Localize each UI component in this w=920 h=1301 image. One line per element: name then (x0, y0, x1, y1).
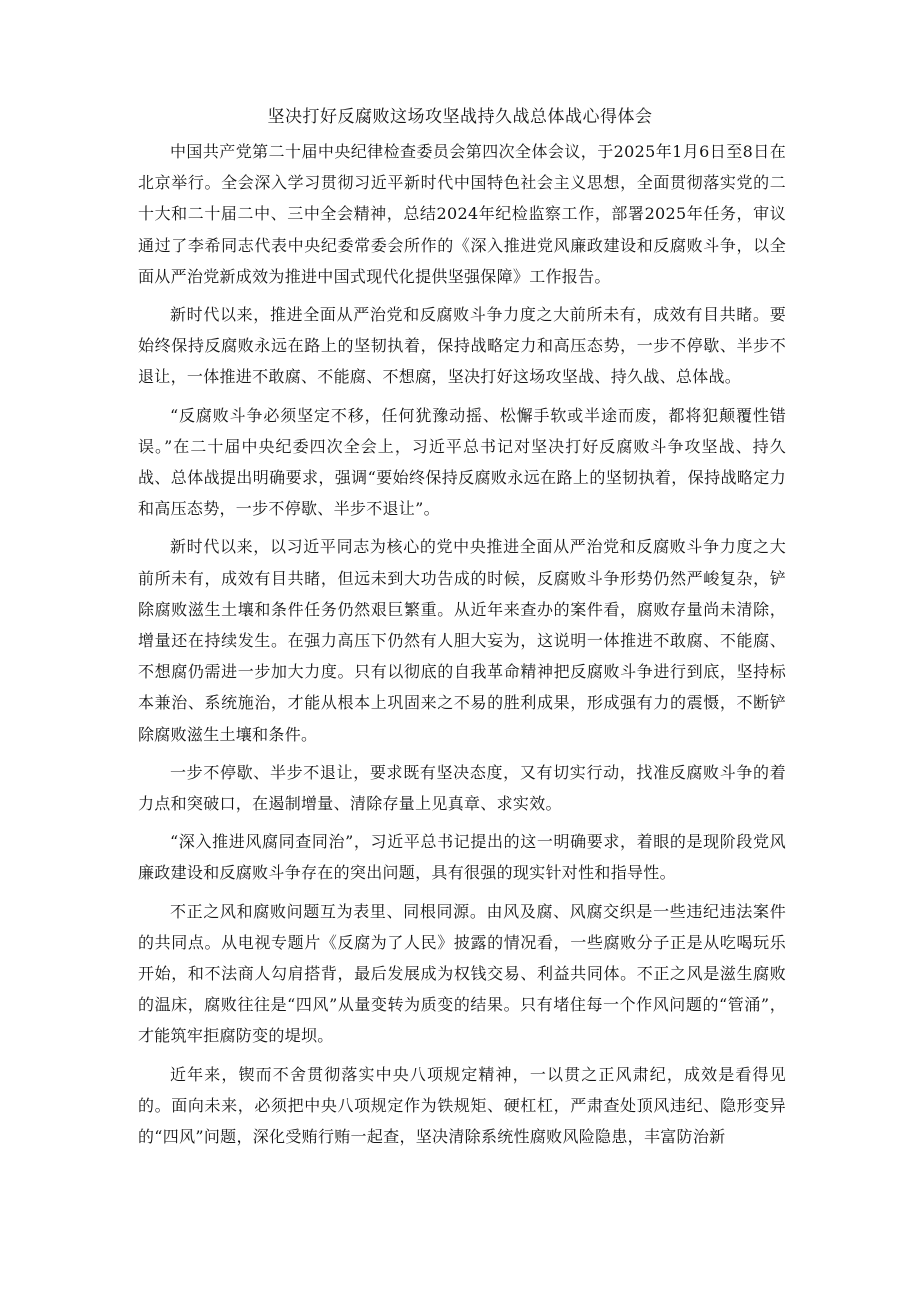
paragraph-7: 不正之风和腐败问题互为表里、同根同源。由风及腐、风腐交织是一些违纪违法案件的共同点。从电视专题片《反腐为了人民》披露的情况看，一些腐败分子正是从吃喝玩乐开始，和不法商人勾肩搭背，最后发展成为权钱交易、利益共同体。不正之风是滋生腐败的温床，腐败往往是“四风”从量变转为质变的结果。只有堵住每一个作风问题的“管涌”，才能筑牢拒腐防变的堤坝。 (138, 901, 786, 1046)
paragraph-1: 中国共产党第二十届中央纪律检查委员会第四次全体会议，于2025年1月6日至8日在北京举行。全会深入学习贯彻习近平新时代中国特色社会主义思想，全面贯彻落实党的二十大和二十届二中、三中全会精神，总结2024年纪检监察工作，部署2025年任务，审议通过了李希同志代表中央纪委常委会所作的《深入推进党风廉政建设和反腐败斗争，以全面从严治党新成效为推进中国式现代化提供坚强保障》工作报告。 (138, 142, 786, 286)
document-body (138, 136, 786, 1152)
paragraph-5: 一步不停歇、半步不退让，要求既有坚决态度，又有切实行动，找准反腐败斗争的着力点和突破口，在遏制增量、清除存量上见真章、求实效。 (138, 762, 786, 814)
paragraph-3: “反腐败斗争必须坚定不移，任何犹豫动摇、松懈手软或半途而废，都将犯颠覆性错误。”在二十届中央纪委四次全会上，习近平总书记对坚决打好反腐败斗争攻坚战、持久战、总体战提出明确要求，强调“要始终保持反腐败永远在路上的坚韧执着，保持战略定力和高压态势，一步不停歇、半步不退让”。 (138, 405, 786, 519)
paragraph-4: 新时代以来，以习近平同志为核心的党中央推进全面从严治党和反腐败斗争力度之大前所未有，成效有目共睹，但远未到大功告成的时候，反腐败斗争形势仍然严峻复杂，铲除腐败滋生土壤和条件任务仍然艰巨繁重。从近年来查办的案件看，腐败存量尚未清除，增量还在持续发生。在强力高压下仍然有人胆大妄为，这说明一体推进不敢腐、不能腐、不想腐仍需进一步加大力度。只有以彻底的自我革命精神把反腐败斗争进行到底，坚持标本兼治、系统施治，才能从根本上巩固来之不易的胜利成果，形成强有力的震慑，不断铲除腐败滋生土壤和条件。 (138, 537, 786, 744)
paragraph-6: “深入推进风腐同查同治”，习近平总书记提出的这一明确要求，着眼的是现阶段党风廉政建设和反腐败斗争存在的突出问题，具有很强的现实针对性和指导性。 (138, 832, 786, 883)
paragraph-2: 新时代以来，推进全面从严治党和反腐败斗争力度之大前所未有，成效有目共睹。要始终保持反腐败永远在路上的坚韧执着，保持战略定力和高压态势，一步不停歇、半步不退让，一体推进不敢腐、不能腐、不想腐，坚决打好这场攻坚战、持久战、总体战。 (138, 305, 786, 387)
document-title: 坚决打好反腐败这场攻坚战持久战总体战心得体会 (267, 107, 653, 127)
paragraph-8: 近年来，锲而不舍贯彻落实中央八项规定精神，一以贯之正风肃纪，成效是看得见的。面向未来，必须把中央八项规定作为铁规矩、硬杠杠，严肃查处顶风违纪、隐形变异的“四风”问题，深化受贿行贿一起查，坚决清除系统性腐败风险隐患，丰富防治新 (138, 1064, 786, 1147)
